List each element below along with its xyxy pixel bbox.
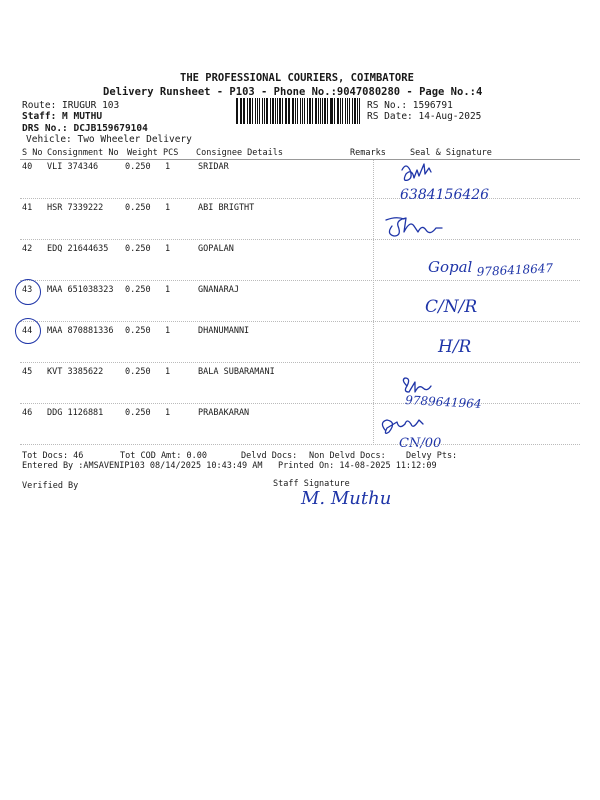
col-weight: Weight <box>127 148 158 158</box>
row-consignee: PRABAKARAN <box>198 408 250 418</box>
name-row-42: Gopal <box>428 258 473 276</box>
rs-date: RS Date: 14-Aug-2025 <box>367 111 482 122</box>
row-weight: 0.250 <box>125 244 151 254</box>
staff-signature-label: Staff Signature <box>273 479 350 489</box>
printed-on: Printed On: 14-08-2025 11:12:09 <box>278 461 437 471</box>
signature-row-41 <box>389 218 442 236</box>
non-delivered-docs: Non Delvd Docs: <box>309 451 386 461</box>
row-weight: 0.250 <box>125 326 151 336</box>
delivered-docs: Delvd Docs: <box>241 451 298 461</box>
code-row-46: CN/00 <box>399 436 442 451</box>
row-pcs: 1 <box>165 203 171 213</box>
total-cod-amount: Tot COD Amt: 0.00 <box>120 451 207 461</box>
col-remarks: Remarks <box>350 148 386 158</box>
phone-row-40: 6384156426 <box>400 187 490 203</box>
row-pcs: 1 <box>165 326 171 336</box>
row-consignment-no: KVT 3385622 <box>47 367 104 377</box>
row-sno: 40 <box>22 162 33 172</box>
row-consignment-no: HSR 7339222 <box>47 203 104 213</box>
footer-divider <box>20 444 580 445</box>
phone-row-42: 9786418647 <box>476 261 554 279</box>
status-row-43: C/N/R <box>425 297 478 317</box>
col-seal-signature: Seal & Signature <box>410 148 492 158</box>
row-consignment-no: DDG 1126881 <box>47 408 104 418</box>
col-sno: S No <box>22 148 43 158</box>
row-weight: 0.250 <box>125 203 151 213</box>
row-sno: 41 <box>22 203 33 213</box>
route: Route: IRUGUR 103 <box>22 100 120 111</box>
runsheet-title: Delivery Runsheet - P103 - Phone No.:9047080280 - Page No.:4 <box>103 86 483 98</box>
row-consignee: SRIDAR <box>198 162 229 172</box>
row-consignee: GOPALAN <box>198 244 234 254</box>
row-consignment-no: MAA 870881336 <box>47 326 114 336</box>
row-pcs: 1 <box>165 367 171 377</box>
verified-by: Verified By <box>22 481 79 491</box>
row-sno: 42 <box>22 244 33 254</box>
row-consignee: DHANUMANNI <box>198 326 250 336</box>
staff: Staff: M MUTHU <box>22 111 103 122</box>
staff-signature-hand: M. Muthu <box>301 488 392 509</box>
row-consignee: BALA SUBARAMANI <box>198 367 275 377</box>
company-name: THE PROFESSIONAL COURIERS, COIMBATORE <box>180 72 414 84</box>
row-consignment-no: MAA 651038323 <box>47 285 114 295</box>
col-pcs: PCS <box>163 148 179 158</box>
row-sno: 43 <box>22 285 33 295</box>
row-consignee: ABI BRIGTHT <box>198 203 255 213</box>
phone-row-45: 9789641964 <box>404 393 482 411</box>
row-weight: 0.250 <box>125 367 151 377</box>
row-sno: 45 <box>22 367 33 377</box>
total-docs: Tot Docs: 46 <box>22 451 84 461</box>
status-row-44: H/R <box>438 337 472 357</box>
rs-number: RS No.: 1596791 <box>367 100 453 111</box>
row-pcs: 1 <box>165 408 171 418</box>
drs-number: DRS No.: DCJB159679104 <box>22 123 148 134</box>
row-sno: 44 <box>22 326 33 336</box>
signature-row-46 <box>382 420 423 433</box>
row-pcs: 1 <box>165 162 171 172</box>
row-consignment-no: VLI 374346 <box>47 162 99 172</box>
vehicle: Vehicle: Two Wheeler Delivery <box>26 134 192 145</box>
signature-row-45 <box>403 378 431 392</box>
col-consignee: Consignee Details <box>196 148 283 158</box>
row-pcs: 1 <box>165 244 171 254</box>
signature-row-40 <box>402 164 431 180</box>
row-sno: 46 <box>22 408 33 418</box>
delivery-points: Delvy Pts: <box>406 451 458 461</box>
row-weight: 0.250 <box>125 408 151 418</box>
row-weight: 0.250 <box>125 285 151 295</box>
col-consignment: Consignment No <box>47 148 119 158</box>
entered-by: Entered By :AMSAVENIP103 08/14/2025 10:43:49 AM <box>22 461 263 471</box>
row-consignee: GNANARAJ <box>198 285 239 295</box>
row-pcs: 1 <box>165 285 171 295</box>
row-weight: 0.250 <box>125 162 151 172</box>
row-consignment-no: EDQ 21644635 <box>47 244 109 254</box>
